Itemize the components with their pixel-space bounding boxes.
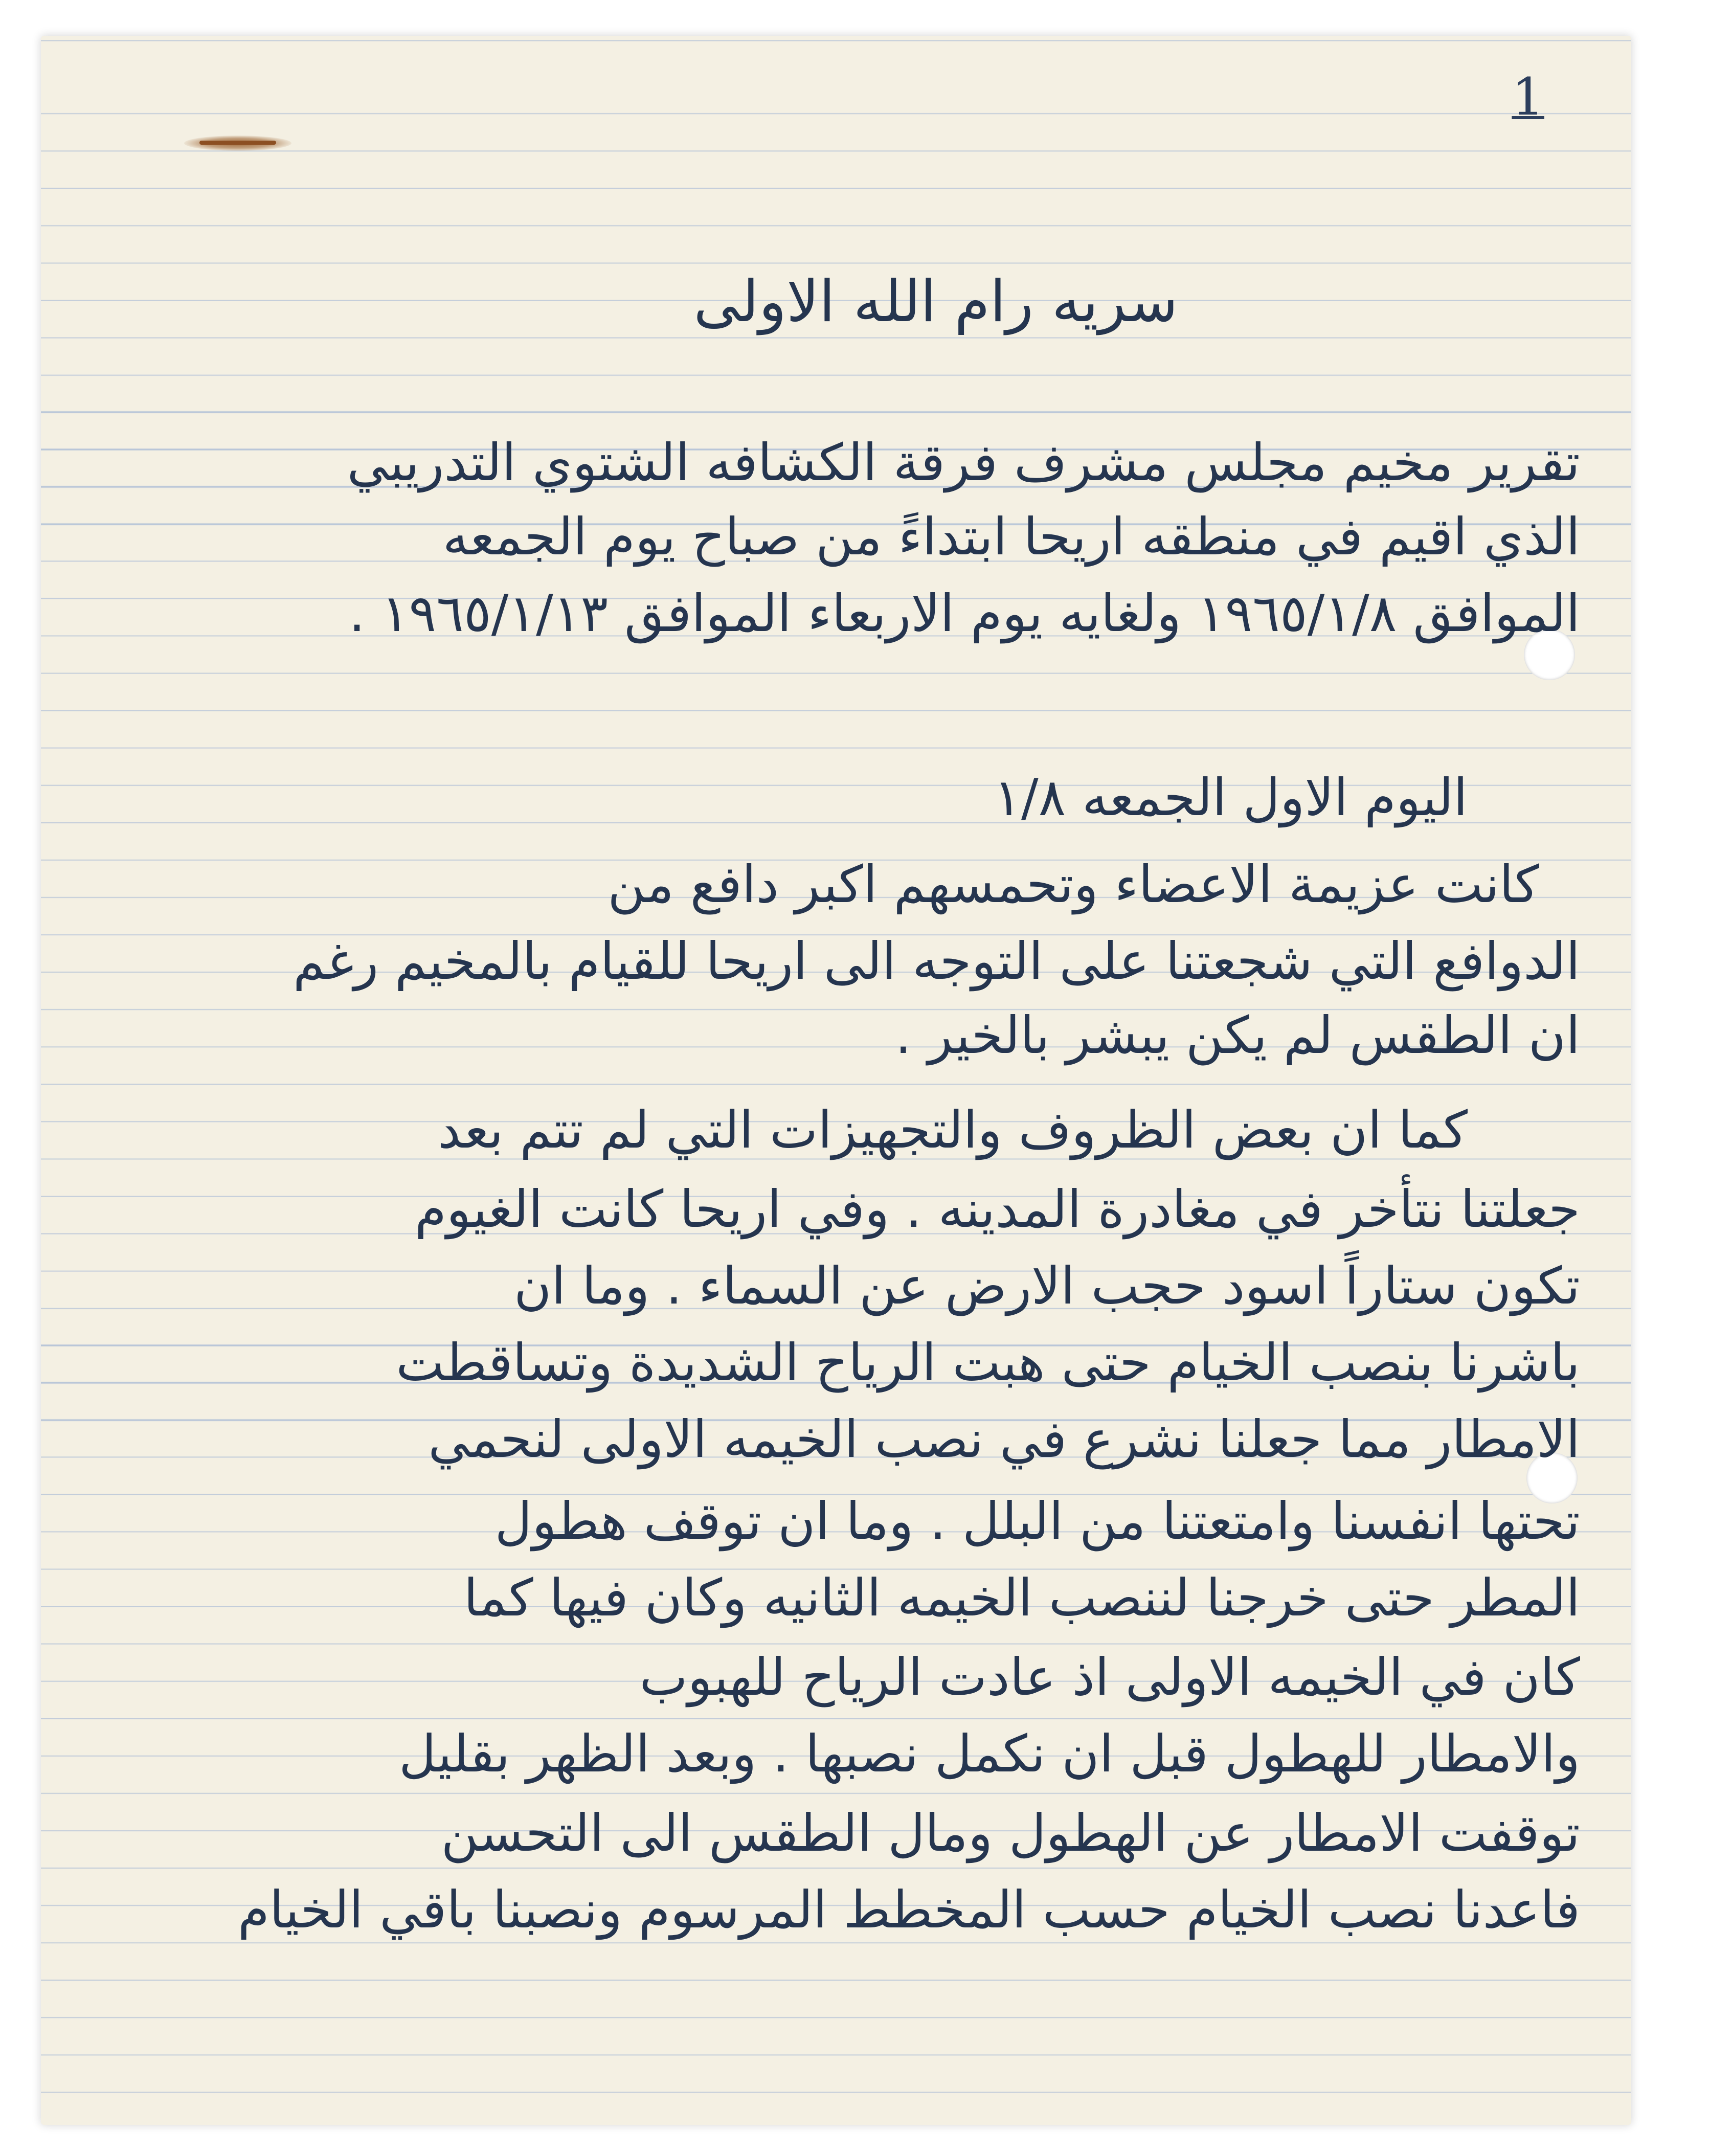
body-line-8: الامطار مما جعلنا نشرع في نصب الخيمه الاولى لنحمي: [428, 1409, 1580, 1469]
body-line-5: جعلتنا نتأخر في مغادرة المدينه . وفي اريحا كانت الغيوم: [415, 1179, 1580, 1239]
body-line-13: توقفت الامطار عن الهطول ومال الطقس الى التحسن: [441, 1803, 1580, 1863]
body-line-4: كما ان بعض الظروف والتجهيزات التي لم تتم بعد: [438, 1100, 1468, 1160]
intro-line-1: تقرير مخيم مجلس مشرف فرقة الكشافه الشتوي التدريبي: [347, 433, 1580, 492]
intro-line-2: الذي اقيم في منطقه اريحا ابتداءً من صباح يوم الجمعه: [442, 507, 1580, 567]
notebook-page: [41, 36, 1631, 2125]
body-line-2: الدوافع التي شجعتنا على التوجه الى اريحا للقيام بالمخيم رغم: [293, 931, 1580, 991]
body-line-3: ان الطقس لم يكن يبشر بالخير .: [895, 1005, 1580, 1065]
document-title: سريه رام الله الاولى: [693, 268, 1178, 335]
body-line-7: باشرنا بنصب الخيام حتى هبت الرياح الشديدة وتساقطت: [396, 1333, 1580, 1393]
body-line-1: كانت عزيمة الاعضاء وتحمسهم اكبر دافع من: [608, 855, 1539, 914]
body-line-11: كان في الخيمه الاولى اذ عادت الرياح للهبوب: [639, 1647, 1580, 1707]
page-number: 1: [1512, 67, 1544, 127]
body-line-14: فاعدنا نصب الخيام حسب المخطط المرسوم ونصبنا باقي الخيام: [238, 1880, 1580, 1940]
body-line-9: تحتها انفسنا وامتعتنا من البلل . وما ان توقف هطول: [494, 1491, 1580, 1551]
body-line-10: المطر حتى خرجنا لننصب الخيمه الثانيه وكان فيها كما: [463, 1568, 1580, 1628]
body-line-12: والامطار للهطول قبل ان نكمل نصبها . وبعد الظهر بقليل: [398, 1724, 1580, 1784]
day-heading: اليوم الاول الجمعه ١/٨: [994, 768, 1468, 827]
intro-line-3: الموافق ١٩٦٥/١/٨ ولغايه يوم الاربعاء الموافق ١٩٦٥/١/١٣ .: [349, 583, 1580, 643]
body-line-6: تكون ستاراً اسود حجب الارض عن السماء . وما ان: [514, 1256, 1580, 1316]
rust-stain: [184, 136, 291, 151]
